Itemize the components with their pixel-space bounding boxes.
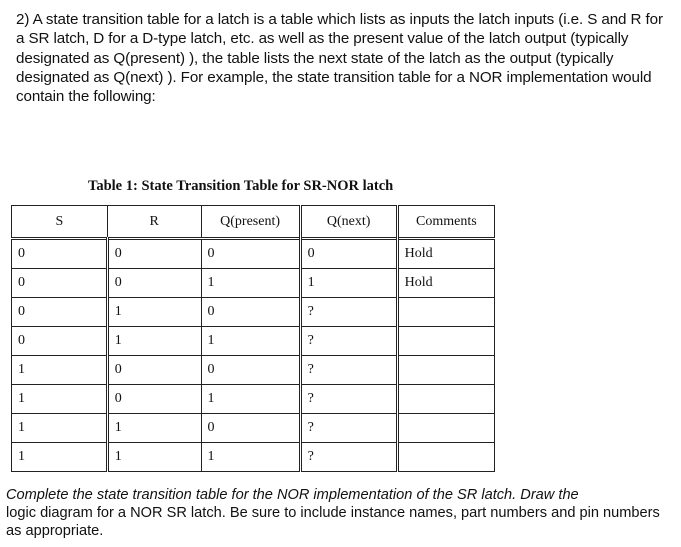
table-row <box>12 298 495 327</box>
cell-q-next: ? <box>300 385 397 414</box>
task-paragraph <box>6 486 671 540</box>
cell-s: 1 <box>12 356 108 385</box>
cell-r: 0 <box>107 385 201 414</box>
table-caption: Table 1: State Transition Table for SR-NOR latch <box>88 178 394 194</box>
cell-s: 0 <box>12 269 108 298</box>
cell-comments <box>397 443 494 472</box>
table-row <box>12 414 495 443</box>
cell-q-next: ? <box>300 414 397 443</box>
cell-comments: Hold <box>397 269 494 298</box>
cell-r: 1 <box>107 298 201 327</box>
cell-q-present: 0 <box>201 298 300 327</box>
header-r: R <box>107 206 201 239</box>
cell-r: 1 <box>107 327 201 356</box>
intro-paragraph: 2) A state transition table for a latch is a table which lists as inputs the latch inputs (i.e. S and R for a SR latch, D for a D-type latch, etc. as well as the present value of the latch output (typically designated as Q(present) ), the table lists the next state of the latch as the output (typically designated as Q(next) ). For example, the state transition table for a NOR implementation would contain the following: <box>16 11 663 106</box>
cell-s: 0 <box>12 298 108 327</box>
state-transition-table <box>11 205 495 472</box>
cell-s: 1 <box>12 414 108 443</box>
cell-r: 0 <box>107 239 201 269</box>
cell-q-next: 0 <box>300 239 397 269</box>
table-row <box>12 356 495 385</box>
header-s: S <box>12 206 108 239</box>
cell-comments <box>397 356 494 385</box>
table-row <box>12 239 495 269</box>
cell-q-present: 1 <box>201 269 300 298</box>
cell-s: 0 <box>12 327 108 356</box>
cell-q-present: 1 <box>201 443 300 472</box>
table-row <box>12 385 495 414</box>
table-header-row <box>12 206 495 239</box>
table-row <box>12 327 495 356</box>
cell-comments: Hold <box>397 239 494 269</box>
cell-q-present: 0 <box>201 356 300 385</box>
header-q-next: Q(next) <box>300 206 397 239</box>
cell-q-present: 0 <box>201 414 300 443</box>
header-comments: Comments <box>397 206 494 239</box>
task-rest: logic diagram for a NOR SR latch. Be sure to include instance names, part numbers and pin numbers as appropriate. <box>6 505 660 539</box>
cell-comments <box>397 298 494 327</box>
task-lead: Complete the state transition table for the NOR implementation of the SR latch. Draw the <box>6 487 579 503</box>
cell-q-next: ? <box>300 356 397 385</box>
cell-q-next: 1 <box>300 269 397 298</box>
cell-s: 1 <box>12 443 108 472</box>
table-row <box>12 443 495 472</box>
cell-comments <box>397 385 494 414</box>
cell-q-next: ? <box>300 443 397 472</box>
cell-s: 1 <box>12 385 108 414</box>
cell-r: 0 <box>107 269 201 298</box>
cell-r: 1 <box>107 414 201 443</box>
cell-q-next: ? <box>300 298 397 327</box>
cell-r: 1 <box>107 443 201 472</box>
cell-s: 0 <box>12 239 108 269</box>
cell-q-present: 1 <box>201 385 300 414</box>
cell-q-present: 0 <box>201 239 300 269</box>
cell-comments <box>397 327 494 356</box>
header-q-present: Q(present) <box>201 206 300 239</box>
cell-comments <box>397 414 494 443</box>
table-row <box>12 269 495 298</box>
cell-r: 0 <box>107 356 201 385</box>
cell-q-present: 1 <box>201 327 300 356</box>
cell-q-next: ? <box>300 327 397 356</box>
